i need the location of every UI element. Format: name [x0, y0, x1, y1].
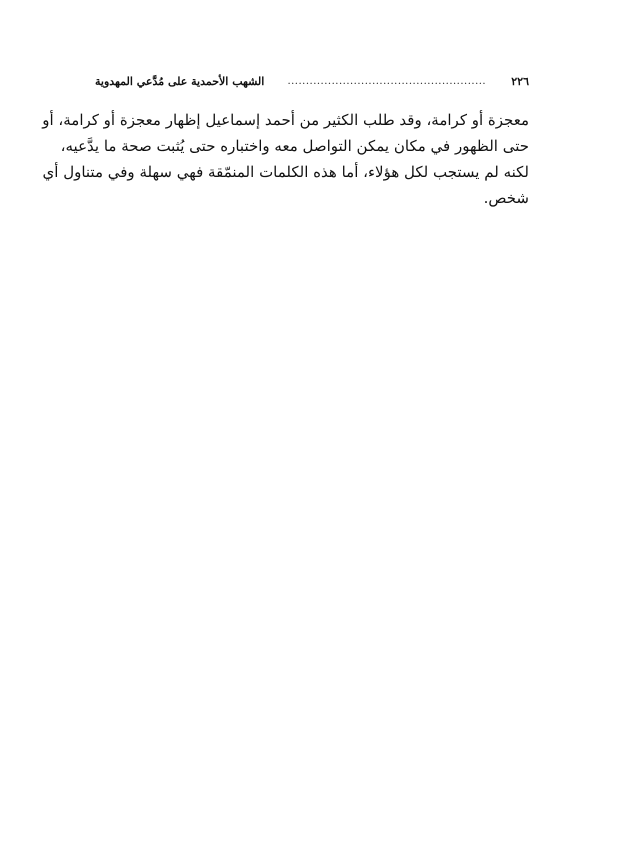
running-title: الشهب الأحمدية على مُدَّعي المهدوية — [95, 75, 265, 88]
body-line-3: لكنه لم يستجب لكل هؤلاء، أما هذه الكلمات المنمّقة فهي سهلة وفي متناول أي — [42, 163, 529, 181]
body-line-1: معجزة أو كرامة، وقد طلب الكثير من أحمد إسماعيل إظهار معجزة أو كرامة، أو — [42, 111, 529, 129]
body-paragraph — [42, 107, 529, 211]
body-line-2: حتى الظهور في مكان يمكن التواصل معه واختباره حتى يُثبت صحة ما يدَّعيه، — [60, 137, 529, 155]
body-line-4: شخص. — [483, 189, 529, 207]
running-header — [95, 72, 529, 92]
page-number: ٢٢٦ — [511, 75, 529, 88]
header-dot-leader: ...................................................... — [287, 76, 487, 87]
